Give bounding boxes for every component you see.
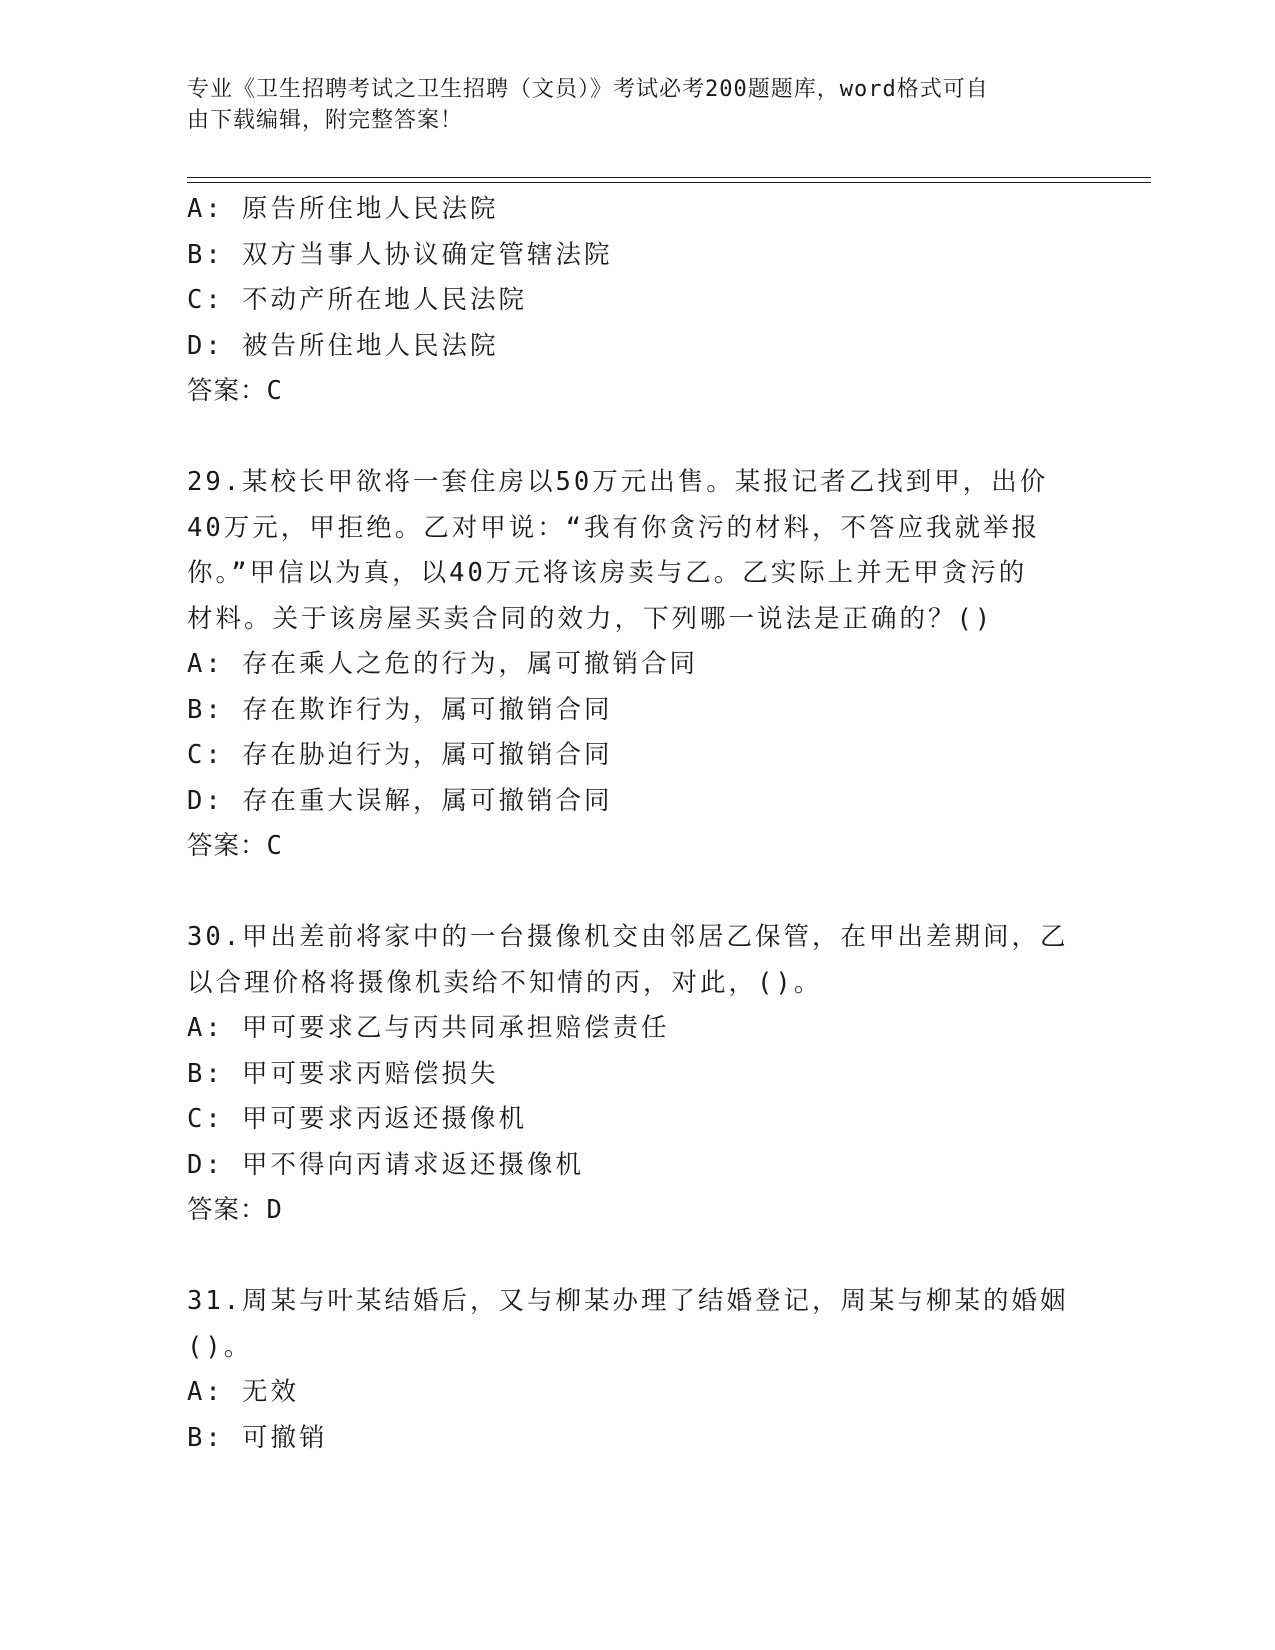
question-block-28 (187, 187, 1077, 415)
option-b: B: 可撤销 (187, 1422, 328, 1453)
question-text-line: 29.某校长甲欲将一套住房以50万元出售。某报记者乙找到甲，出价 (187, 467, 1049, 497)
option-a: A: 原告所住地人民法院 (187, 194, 499, 224)
question-list (187, 187, 1077, 1461)
option-a: A: 甲可要求乙与丙共同承担赔偿责任 (187, 1013, 670, 1043)
spacer (187, 415, 1077, 461)
header-line-1: 专业《卫生招聘考试之卫生招聘（文员）》考试必考200题题库，word格式可自 (187, 77, 989, 102)
option-c: C: 存在胁迫行为，属可撤销合同 (187, 740, 613, 770)
answer: 答案：D (187, 1195, 283, 1225)
option-a: A: 无效 (187, 1377, 300, 1407)
question-text-line: 你。”甲信以为真，以40万元将该房卖与乙。乙实际上并无甲贪污的 (187, 558, 1028, 588)
question-block-30 (187, 915, 1077, 1234)
header-divider-top (187, 177, 1151, 178)
option-b: B: 甲可要求丙赔偿损失 (187, 1058, 499, 1089)
answer: 答案：C (187, 376, 283, 406)
spacer (187, 1234, 1077, 1280)
question-text-line: 30.甲出差前将家中的一台摄像机交由邻居乙保管，在甲出差期间，乙 (187, 922, 1069, 952)
question-text-line: 材料。关于该房屋买卖合同的效力，下列哪一说法是正确的？() (187, 603, 994, 634)
question-text-line: 40万元，甲拒绝。乙对甲说：“我有你贪污的材料，不答应我就举报 (187, 512, 1041, 543)
document-header (187, 74, 1067, 136)
question-text-line: 以合理价格将摄像机卖给不知情的丙，对此，()。 (187, 967, 823, 998)
question-text-line: 31.周某与叶某结婚后，又与柳某办理了结婚登记，周某与柳某的婚姻 (187, 1286, 1069, 1316)
header-line-2: 由下载编辑，附完整答案！ (187, 108, 464, 133)
header-divider-bottom (187, 182, 1151, 183)
question-block-31 (187, 1279, 1077, 1461)
answer: 答案：C (187, 831, 283, 861)
option-b: B: 存在欺诈行为，属可撤销合同 (187, 694, 613, 725)
option-b: B: 双方当事人协议确定管辖法院 (187, 239, 613, 270)
option-a: A: 存在乘人之危的行为，属可撤销合同 (187, 649, 699, 679)
option-d: D: 甲不得向丙请求返还摄像机 (187, 1149, 585, 1180)
option-c: C: 不动产所在地人民法院 (187, 285, 528, 315)
question-text-line: ()。 (187, 1331, 253, 1362)
option-c: C: 甲可要求丙返还摄像机 (187, 1104, 528, 1134)
question-block-29 (187, 460, 1077, 870)
option-d: D: 被告所住地人民法院 (187, 330, 499, 361)
option-d: D: 存在重大误解，属可撤销合同 (187, 785, 613, 816)
spacer (187, 870, 1077, 916)
